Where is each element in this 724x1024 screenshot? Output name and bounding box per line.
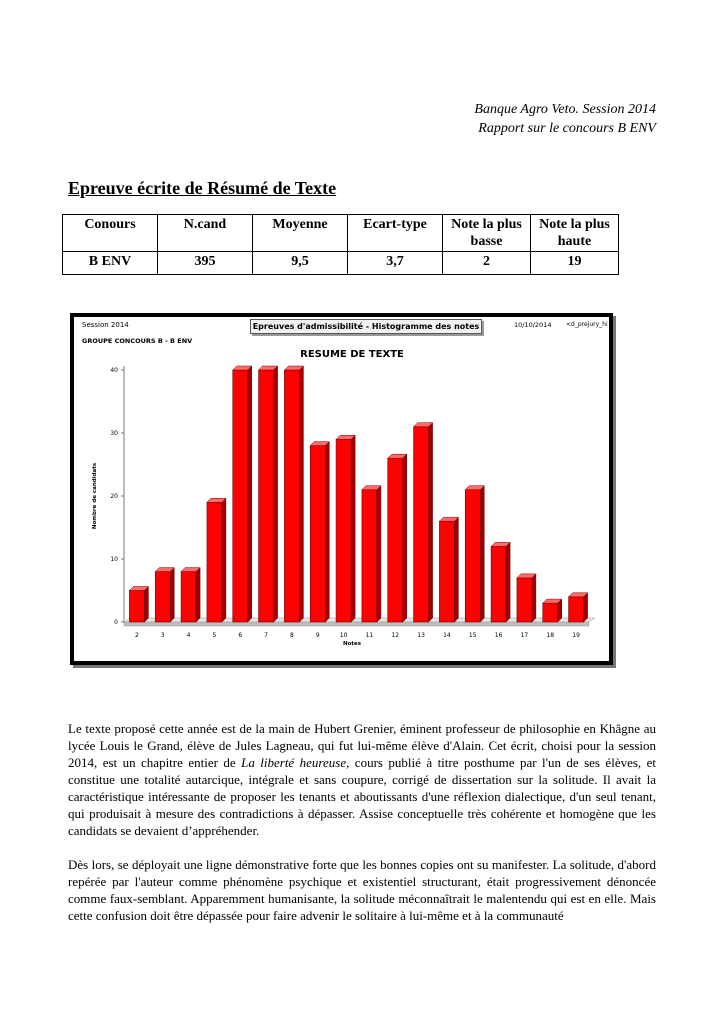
report-header — [474, 100, 656, 138]
histogram-frame — [70, 313, 613, 665]
chart-group-label: GROUPE CONCOURS B - B ENV — [82, 337, 193, 345]
x-tick-label: 4 — [186, 632, 191, 639]
histogram-chart — [74, 317, 609, 661]
header-session: Banque Agro Veto. Session 2014 — [474, 102, 656, 117]
bar-side — [351, 435, 355, 622]
x-tick-label: 11 — [365, 632, 374, 639]
col-header-moyenne: Moyenne — [253, 215, 348, 252]
x-tick-label: 7 — [264, 632, 268, 639]
paragraph-1 — [68, 720, 656, 839]
bar — [517, 578, 532, 622]
chart-banner: Epreuves d'admissibilité - Histogramme des notes — [250, 319, 482, 334]
page-title: Epreuve écrite de Résumé de Texte — [68, 178, 337, 198]
paragraph-2: Dès lors, se déployait une ligne démonstrative forte que les bonnes copies ont su manifester. La solitude, d'abord repérée par l'auteur comme phénomène psychique et existentiel structurant, était progressivement dénoncée comme faux-semblant. Apparemment humanisante, la solitude méconnaîtrait le malentendu qui est en elle. Mais cette confusion doit être dépassée pour faire advenir le solitaire à lui-même et à la communauté — [68, 857, 656, 923]
x-tick-label: 9 — [315, 632, 320, 639]
x-tick-label: 17 — [520, 632, 529, 639]
x-tick-label: 16 — [494, 632, 503, 639]
bar — [439, 521, 454, 622]
bar-side — [248, 366, 252, 622]
y-tick-label: 40 — [110, 367, 118, 374]
col-header-note-haute: Note la plus haute — [531, 215, 619, 252]
bar — [310, 446, 325, 622]
bar-side — [299, 366, 303, 622]
x-tick-label: 18 — [546, 632, 555, 639]
x-tick-label: 15 — [468, 632, 477, 639]
bar — [155, 572, 170, 622]
x-tick-label: 6 — [238, 632, 243, 639]
bar — [181, 572, 196, 622]
cell-ncand: 395 — [158, 252, 253, 275]
bar-side — [222, 498, 226, 622]
x-tick-label: 5 — [212, 632, 217, 639]
x-tick-label: 10 — [339, 632, 348, 639]
stats-table — [62, 214, 619, 275]
chart-session-label: Session 2014 — [82, 321, 129, 329]
cell-moyenne: 9,5 — [253, 252, 348, 275]
y-tick-label: 10 — [110, 556, 118, 563]
cell-note-basse: 2 — [443, 252, 531, 275]
body-text — [68, 720, 656, 941]
y-tick-label: 20 — [110, 493, 118, 500]
bar — [414, 427, 429, 622]
stats-row — [63, 252, 619, 275]
x-tick-label: 3 — [160, 632, 165, 639]
x-tick-label: 8 — [290, 632, 294, 639]
bar — [388, 458, 403, 622]
x-tick-label: 2 — [135, 632, 139, 639]
bar — [491, 546, 506, 622]
col-header-note-basse: Note la plus basse — [443, 215, 531, 252]
paragraph-1-part-a: Le texte proposé cette année est de la main de Hubert Grenier, éminent professeur de philosophie en Khâgne au lycée Louis le Grand, élève de Jules Lagneau, qui fut lui-même élève d'Alain. Cet écrit, choisi pour la session 2014, est un chapitre entier de — [68, 721, 656, 770]
y-axis-label: Nombre de candidats — [92, 462, 98, 530]
col-header-concours: Conours — [63, 215, 158, 252]
x-axis-label: Notes — [342, 641, 362, 647]
y-tick-label: 30 — [110, 430, 118, 437]
bar — [233, 370, 248, 622]
x-tick-label: 13 — [417, 632, 425, 639]
bar-side — [377, 486, 381, 622]
bar-side — [325, 442, 329, 622]
bar-side — [584, 593, 588, 622]
bar-side — [403, 454, 407, 622]
bar — [362, 490, 377, 622]
chart-date: 10/10/2014 — [514, 321, 552, 329]
x-tick-label: 12 — [391, 632, 400, 639]
stats-header-row — [63, 215, 619, 252]
bar — [284, 370, 299, 622]
bar — [207, 502, 222, 622]
bar-side — [480, 486, 484, 622]
bar — [465, 490, 480, 622]
cell-ecart-type: 3,7 — [348, 252, 443, 275]
col-header-ncand: N.cand — [158, 215, 253, 252]
col-header-ecart-type: Ecart-type — [348, 215, 443, 252]
book-title: La liberté heureuse, — [241, 755, 350, 770]
bar-side — [506, 542, 510, 622]
bar — [259, 370, 274, 622]
bar — [129, 591, 144, 623]
bar-side — [144, 587, 148, 623]
bar — [569, 597, 584, 622]
chart-floor-edge — [124, 622, 589, 626]
x-tick-label: 14 — [443, 632, 451, 639]
bar — [543, 603, 558, 622]
bar-side — [532, 574, 536, 622]
cell-concours: B ENV — [63, 252, 158, 275]
paragraph-1-part-b: cours publié à titre posthume par l'un de ses élèves, et constitue une totalité autarcique, intégrale et sans coupure, corrigé de dissertation sur la solitude. Il avait la caractéristique intéressante de proposer les tenants et aboutissants d'une réflexion dialectique, d'un seul tenant, qui produisait à mesure des contradictions à dépasser. Assise conceptuelle très cohérente et homogène que les candidats se devaient d’appréhender. — [68, 755, 656, 838]
chart-ref: <d_prejury_hi — [566, 321, 608, 328]
bar-side — [454, 517, 458, 622]
bar-side — [274, 366, 278, 622]
x-tick-label: 19 — [572, 632, 580, 639]
bar-side — [196, 568, 200, 622]
bar — [336, 439, 351, 622]
bar-side — [429, 423, 433, 622]
bar-side — [170, 568, 174, 622]
header-report: Rapport sur le concours B ENV — [478, 121, 656, 136]
chart-title: RESUME DE TEXTE — [300, 349, 404, 360]
y-tick-label: 0 — [114, 619, 118, 626]
cell-note-haute: 19 — [531, 252, 619, 275]
